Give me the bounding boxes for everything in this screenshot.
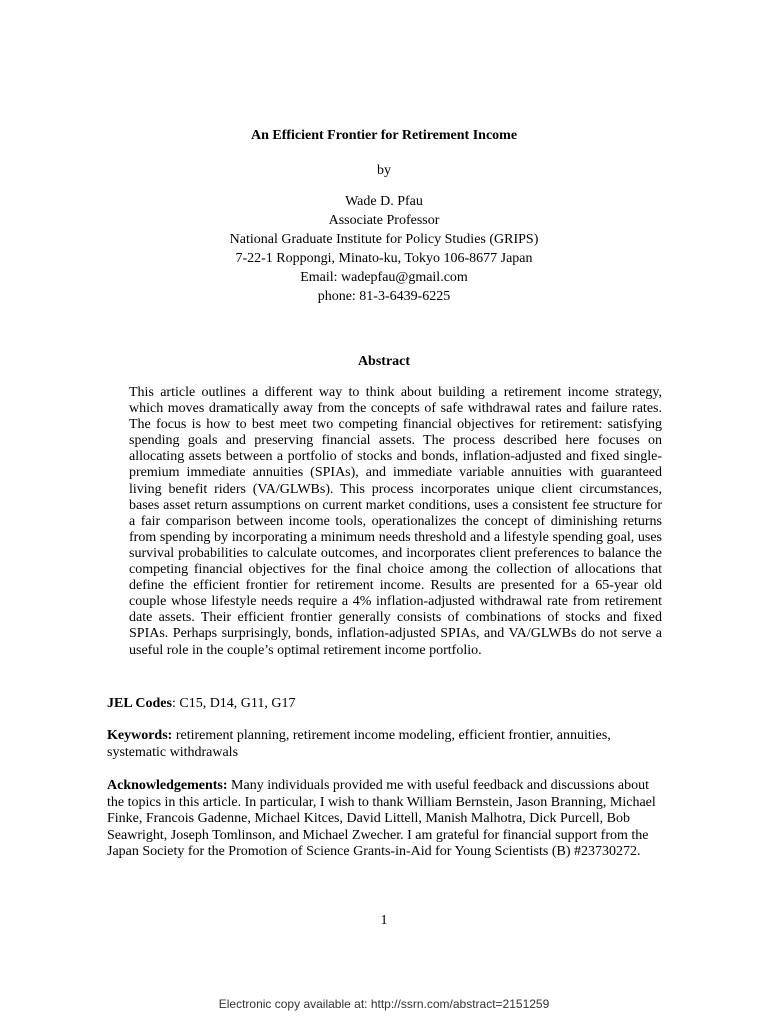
abstract-heading: Abstract <box>357 354 411 369</box>
acknowledgements-value: Many individuals provided me with useful feedback and discussions about the topics in this article. In particular, I wish to thank William Bernstein, Jason Branning, Michael Finke, Francois Gadenne, Michael Kitces, David Littell, Manish Malhotra, Dick Purcell, Bob Seawright, Joseph Tomlinson, and Michael Zwecher. I am grateful for financial support from the Japan Society for the Promotion of Science Grants-in-Aid for Young Scientists (B) #23730272. <box>107 778 656 859</box>
acknowledgements <box>107 778 663 861</box>
keywords <box>107 728 663 761</box>
keywords-label: Keywords: <box>107 728 173 743</box>
footer-prefix: Electronic copy available at: <box>218 997 371 1011</box>
keywords-value: retirement planning, retirement income modeling, efficient frontier, annuities, systematic withdrawals <box>107 728 611 760</box>
jel-codes <box>107 696 663 713</box>
ssrn-link[interactable]: http://ssrn.com/abstract=2151259 <box>370 997 550 1011</box>
author-institution: National Graduate Institute for Policy Studies (GRIPS) <box>229 232 539 247</box>
author-block <box>0 192 768 306</box>
author-phone: phone: 81-3-6439-6225 <box>317 289 451 304</box>
acknowledgements-label: Acknowledgements: <box>107 778 228 793</box>
paper-title: An Efficient Frontier for Retirement Income <box>250 128 518 143</box>
author-position: Associate Professor <box>328 213 440 228</box>
abstract-text: This article outlines a different way to think about building a retirement income strategy, which moves dramatically away from the concepts of safe withdrawal rates and failure rates. The focus is how to best meet two competing financial objectives for retirement: satisfying spending goals and preserving financial assets. The process described here focuses on allocating assets between a portfolio of stocks and bonds, inflation-adjusted and fixed single-premium immediate annuities (SPIAs), and immediate variable annuities with guaranteed living benefit riders (VA/GLWBs). This process incorporates unique client circumstances, bases asset return assumptions on current market conditions, uses a consistent fee structure for a fair comparison between income tools, operationalizes the concept of diminishing returns from spending by incorporating a minimum needs threshold and a lifestyle spending goal, uses survival probabilities to calculate outcomes, and incorporates client preferences to balance the competing financial objectives for the final choice among the collection of allocations that define the efficient frontier for retirement income. Results are presented for a 65-year old couple whose lifestyle needs require a 4% inflation-adjusted withdrawal rate from retirement date assets. Their efficient frontier generally consists of combinations of stocks and fixed SPIAs. Perhaps surprisingly, bonds, inflation-adjusted SPIAs, and VA/GLWBs do not serve a useful role in the couple’s optimal retirement income portfolio. <box>129 385 662 658</box>
author-email: Email: wadepfau@gmail.com <box>300 270 468 285</box>
by-line: by <box>377 163 391 178</box>
jel-label: JEL Codes <box>107 696 172 711</box>
footer-electronic-copy <box>0 996 768 1012</box>
author-name: Wade D. Pfau <box>345 194 423 209</box>
author-address: 7-22-1 Roppongi, Minato-ku, Tokyo 106-8677 Japan <box>235 251 533 266</box>
jel-value: : C15, D14, G11, G17 <box>171 696 296 711</box>
page-number: 1 <box>380 913 388 928</box>
